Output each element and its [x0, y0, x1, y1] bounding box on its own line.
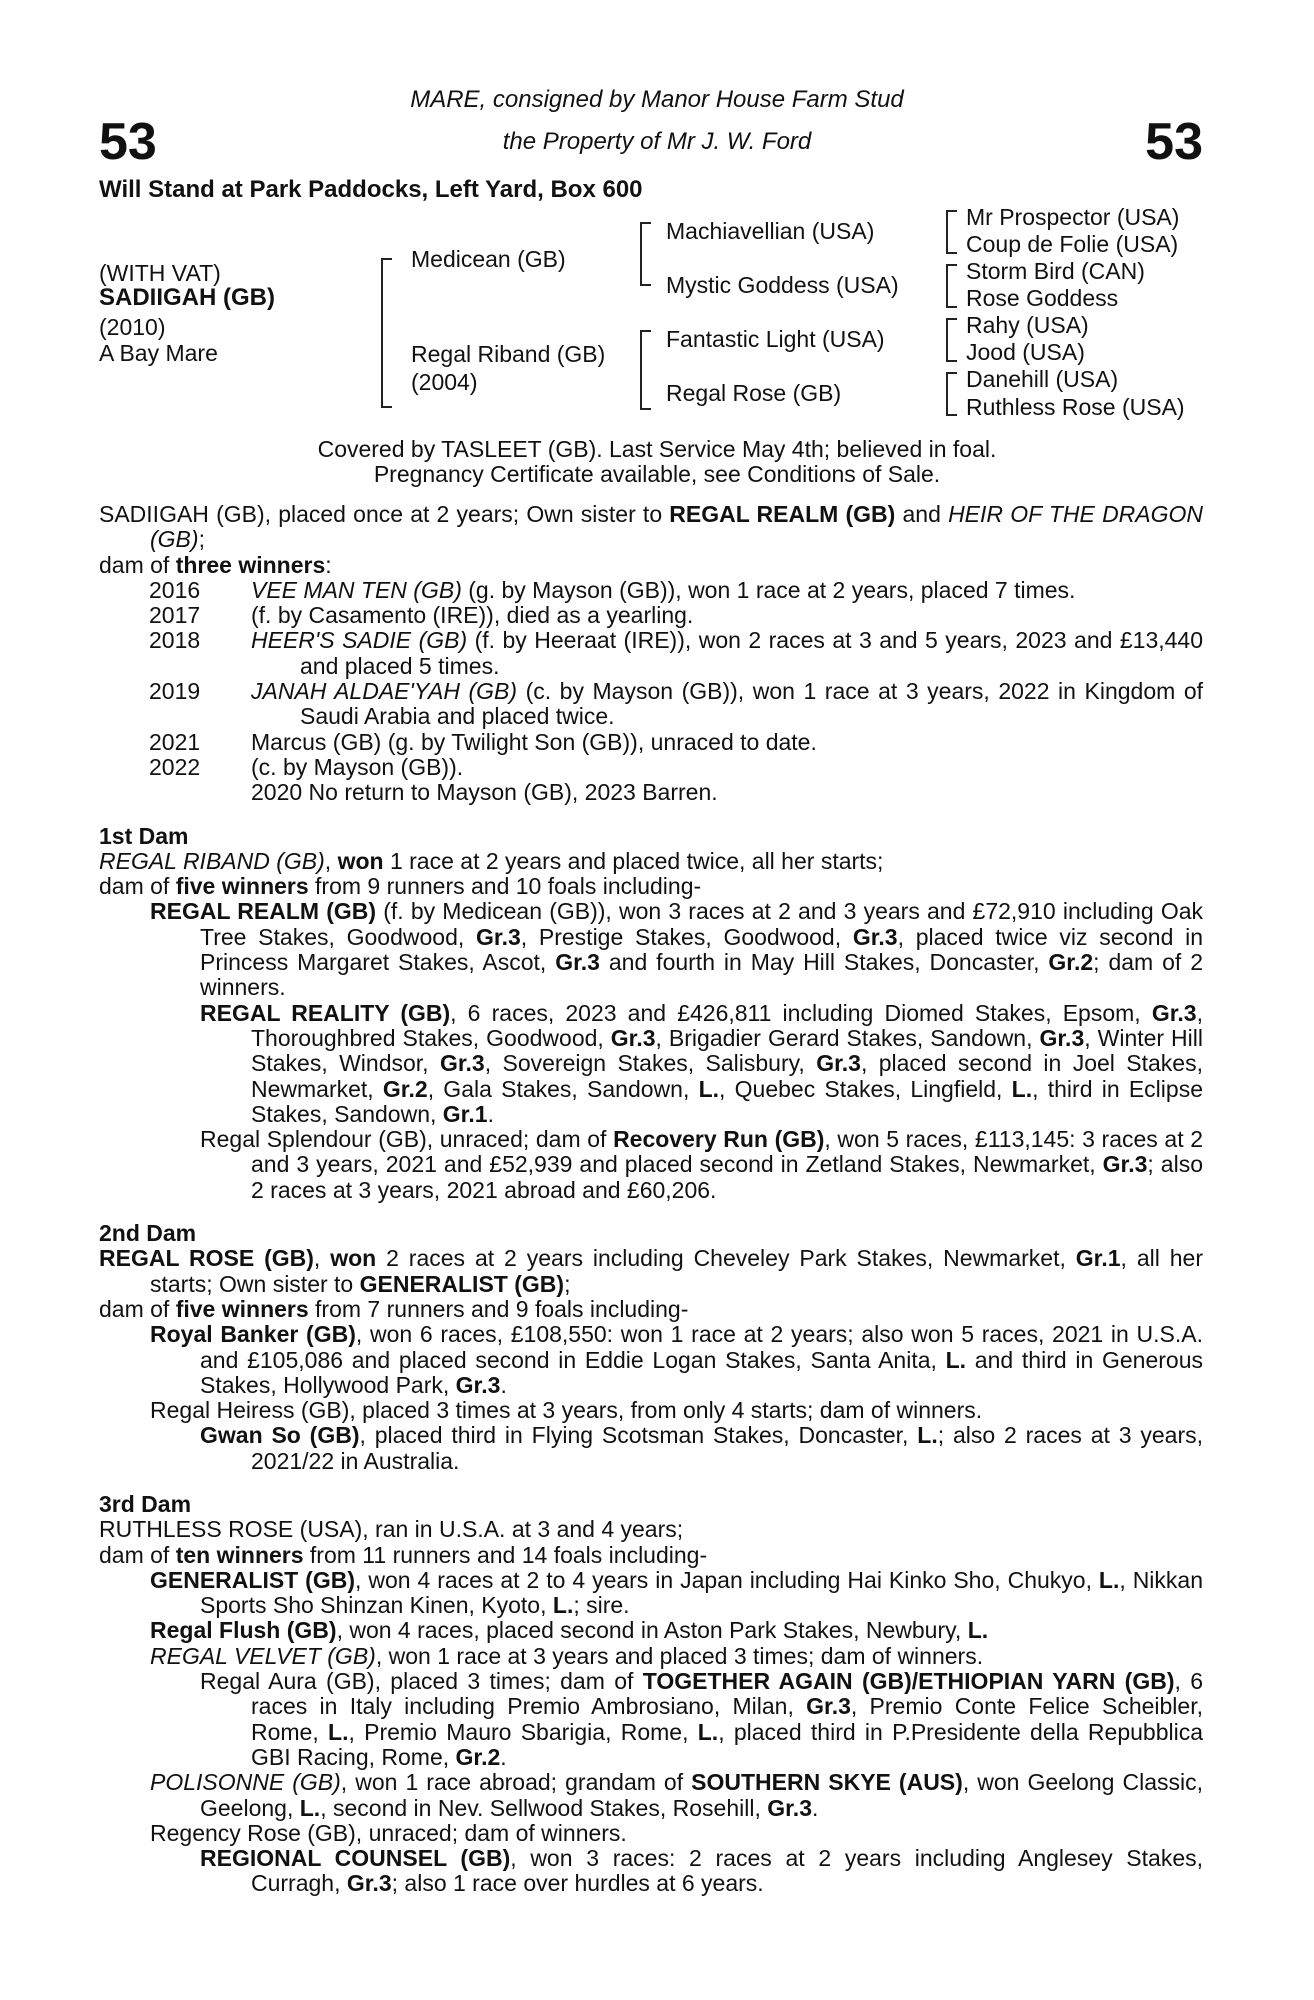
dam-name: Regal Riband (GB)	[411, 341, 606, 367]
sire-sire: Machiavellian (USA)	[666, 218, 875, 244]
horse-name: SADIIGAH (GB)	[99, 284, 275, 311]
catalogue-body	[99, 502, 1203, 1897]
brace-dam	[640, 330, 651, 410]
dam-of-line: dam of three winners:	[99, 551, 332, 578]
lot-number-left: 53	[99, 113, 157, 171]
produce-row: 2018 HEER'S SADIE (GB) (f. by Heeraat (IRE)), won 2 races at 3 and 5 years, 2023 and £13,440 and placed 5 times.	[149, 627, 1203, 679]
third-dam-grandproduce-entry: Regal Aura (GB), placed 3 times; dam of TOGETHER AGAIN (GB)/ETHIOPIAN YARN (GB), 6 races in Italy including Premio Ambrosiano, Milan, Gr.3, Premio Conte Felice Scheibler, Rome, L., Premio Mauro Sbarigia, Rome, L., placed third in P.Presidente della Repubblica GBI Racing, Rome, Gr.2.	[200, 1668, 1203, 1770]
third-dam-produce-entry: POLISONNE (GB), won 1 race abroad; grandam of SOUTHERN SKYE (AUS), won Geelong Classic, Geelong, L., second in Nev. Sellwood Stakes, Rosehill, Gr.3.	[150, 1769, 1203, 1821]
horse-description: A Bay Mare	[99, 340, 218, 366]
intro-paragraph: SADIIGAH (GB), placed once at 2 years; Own sister to REGAL REALM (GB) and HEIR OF THE DRAGON (GB);	[99, 501, 1204, 553]
produce-row: 2017 (f. by Casamento (IRE)), died as a yearling.	[149, 602, 694, 629]
third-dam-grandproduce-entry: REGIONAL COUNSEL (GB), won 3 races: 2 races at 2 years including Anglesey Stakes, Curragh, Gr.3; also 1 race over hurdles at 6 years.	[200, 1845, 1204, 1897]
second-dam-heading: 2nd Dam	[99, 1220, 197, 1247]
dam-year: (2004)	[411, 369, 478, 395]
first-dam-grandproduce-entry: Regal Splendour (GB), unraced; dam of Recovery Run (GB), won 5 races, £113,145: 3 races at 2 and 3 years, 2021 and £52,939 and placed second in Zetland Stakes, Newmarket, Gr.3; also 2 races at 3 years, 2021 abroad and £60,206.	[200, 1126, 1204, 1203]
dam-dam: Regal Rose (GB)	[666, 380, 842, 406]
second-dam-produce-entry: Regal Heiress (GB), placed 3 times at 3 years, from only 4 starts; dam of winners.	[150, 1397, 983, 1424]
third-dam-heading: 3rd Dam	[99, 1490, 192, 1517]
sire-name: Medicean (GB)	[411, 246, 566, 272]
vat-label: (WITH VAT)	[99, 260, 221, 286]
second-dam-line: REGAL ROSE (GB), won 2 races at 2 years including Cheveley Park Stakes, Newmarket, Gr.1, all her starts; Own sister to GENERALIST (GB);	[99, 1245, 1203, 1297]
dam-sire: Fantastic Light (USA)	[666, 326, 885, 352]
property-line: the Property of Mr J. W. Ford	[502, 128, 812, 155]
lot-number-right: 53	[1145, 113, 1203, 171]
first-dam-line: REGAL RIBAND (GB), won 1 race at 2 years and placed twice, all her starts;	[99, 847, 884, 874]
produce-row: 2021 Marcus (GB) (g. by Twilight Son (GB)), unraced to date.	[149, 728, 817, 755]
second-dam-produce-entry: Royal Banker (GB), won 6 races, £108,550: won 1 race at 2 years; also won 5 races, 2021 in U.S.A. and £105,086 and placed second in Eddie Logan Stakes, Santa Anita, L. and third in Generous Stakes, Hollywood Park, Gr.3.	[150, 1321, 1204, 1398]
g3-ancestor: Rose Goddess	[966, 285, 1119, 311]
third-dam-produce-summary: dam of ten winners from 11 runners and 14 foals including-	[99, 1541, 708, 1568]
brace-g3-2	[946, 264, 957, 308]
third-dam-produce-entry: GENERALIST (GB), won 4 races at 2 to 4 years in Japan including Hai Kinko Sho, Chukyo, L., Nikkan Sports Sho Shinzan Kinen, Kyoto, L.; sire.	[150, 1566, 1203, 1619]
second-dam-produce-summary: dam of five winners from 7 runners and 9 foals including-	[99, 1295, 689, 1322]
first-dam-produce-entry: REGAL REALM (GB) (f. by Medicean (GB)), won 3 races at 2 and 3 years and £72,910 including Oak Tree Stakes, Goodwood, Gr.3, Prestige Stakes, Goodwood, Gr.3, placed twice viz second in Princess Margaret Stakes, Ascot, Gr.3 and fourth in May Hill Stakes, Doncaster, Gr.2; dam of 2 winners.	[150, 898, 1204, 1001]
first-dam-grandproduce-entry: REGAL REALITY (GB), 6 races, 2023 and £426,811 including Diomed Stakes, Epsom, Gr.3, Thoroughbred Stakes, Goodwood, Gr.3, Brigadier Gerard Stakes, Sandown, Gr.3, Winter Hill Stakes, Windsor, Gr.3, Sovereign Stakes, Salisbury, Gr.3, placed second in Joel Stakes, Newmarket, Gr.2, Gala Stakes, Sandown, L., Quebec Stakes, Lingfield, L., third in Eclipse Stakes, Sandown, Gr.1.	[200, 999, 1203, 1127]
third-dam-produce-entry: REGAL VELVET (GB), won 1 race at 3 years and placed 3 times; dam of winners.	[150, 1642, 984, 1669]
winner-name: HEIR OF THE DRAGON (GB)	[150, 501, 1204, 553]
horse-year: (2010)	[99, 314, 166, 340]
third-dam-produce-entry: Regency Rose (GB), unraced; dam of winners.	[150, 1819, 627, 1846]
g3-ancestor: Rahy (USA)	[966, 312, 1089, 338]
g3-ancestor: Ruthless Rose (USA)	[966, 394, 1185, 420]
second-dam-grandproduce-entry: Gwan So (GB), placed third in Flying Scotsman Stakes, Doncaster, L.; also 2 races at 3 years, 2021/22 in Australia.	[200, 1422, 1203, 1474]
first-dam-produce-summary: dam of five winners from 9 runners and 10 foals including-	[99, 873, 702, 900]
brace-sire	[640, 222, 651, 286]
produce-row: 2022 (c. by Mayson (GB)).	[149, 753, 464, 780]
pregnancy-note: Pregnancy Certificate available, see Conditions of Sale.	[373, 461, 941, 487]
g3-ancestor: Storm Bird (CAN)	[966, 258, 1145, 284]
g3-ancestor: Coup de Folie (USA)	[966, 231, 1179, 257]
consignor-line: MARE, consigned by Manor House Farm Stud	[410, 86, 904, 113]
stand-location: Will Stand at Park Paddocks, Left Yard, Box 600	[99, 176, 643, 203]
g3-ancestor: Mr Prospector (USA)	[966, 204, 1180, 230]
produce-row: 2016 VEE MAN TEN (GB) (g. by Mayson (GB)), won 1 race at 2 years, placed 7 times.	[149, 576, 1076, 603]
brace-main	[381, 258, 392, 408]
covered-by: Covered by TASLEET (GB). Last Service May 4th; believed in foal.	[317, 436, 997, 462]
first-dam-heading: 1st Dam	[99, 822, 189, 849]
third-dam-produce-entry: Regal Flush (GB), won 4 races, placed second in Aston Park Stakes, Newbury, L.	[150, 1617, 989, 1644]
sire-dam: Mystic Goddess (USA)	[666, 272, 899, 298]
third-dam-line: RUTHLESS ROSE (USA), ran in U.S.A. at 3 and 4 years;	[99, 1516, 684, 1543]
produce-note: 2020 No return to Mayson (GB), 2023 Barren.	[251, 779, 718, 806]
g3-ancestor: Jood (USA)	[966, 339, 1085, 365]
brace-g3-4	[946, 372, 957, 416]
brace-g3-3	[946, 318, 957, 362]
brace-g3-1	[946, 210, 957, 254]
g3-ancestor: Danehill (USA)	[966, 366, 1119, 392]
black-type-horse: REGAL REALM (GB)	[669, 501, 896, 527]
produce-row: 2019 JANAH ALDAE'YAH (GB) (c. by Mayson (GB)), won 1 race at 3 years, 2022 in Kingdom of Saudi Arabia and placed twice.	[149, 678, 1203, 730]
